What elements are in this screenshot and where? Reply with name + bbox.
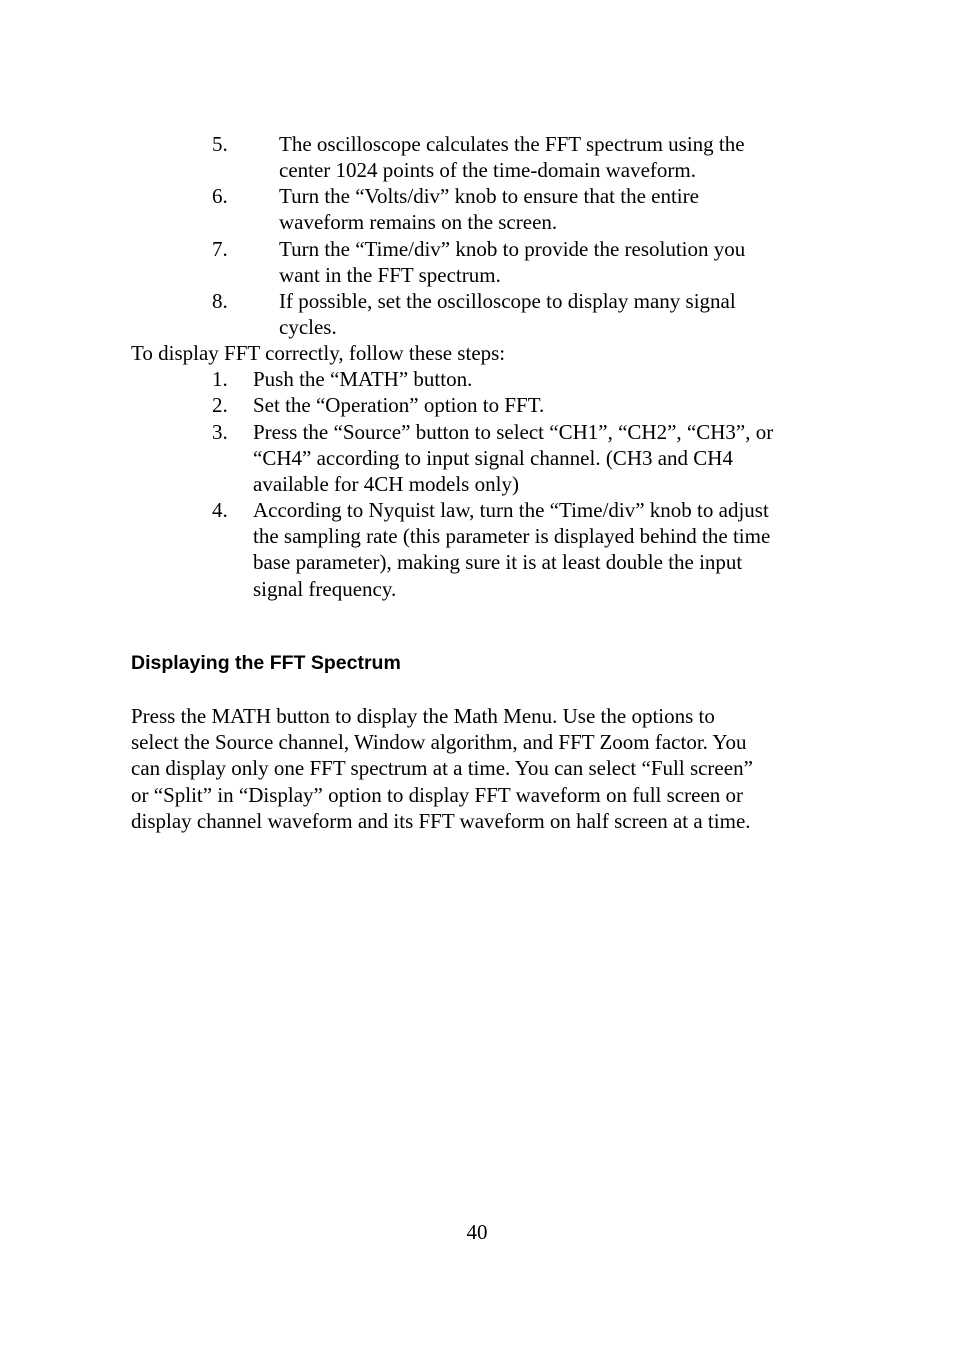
paragraph-line: display channel waveform and its FFT waveform on half screen at a time. [131,808,751,833]
step-line: available for 4CH models only) [253,472,519,497]
step-text [279,131,819,183]
step-text [253,419,825,498]
step-line: Turn the “Volts/div” knob to ensure that the entire [279,184,699,208]
step-text [279,288,819,340]
step-line: Push the “MATH” button. [253,367,473,391]
page-number: 40 [466,1220,488,1244]
paragraph-line: select the Source channel, Window algorithm, and FFT Zoom factor. You [131,730,747,755]
paragraph-line: can display only one FFT spectrum at a time. You can select “Full screen” [131,756,753,781]
step-text [279,236,819,288]
step-line: Set the “Operation” option to FFT. [253,393,545,417]
step-line: “CH4” according to input signal channel. (CH3 and CH4 [253,446,733,471]
step-number: 7. [212,237,228,261]
step-line: the sampling rate (this parameter is displayed behind the time [253,524,771,549]
step-number: 3. [212,420,228,444]
step-line: signal frequency. [253,576,397,601]
step-line: If possible, set the oscilloscope to display many signal [279,289,736,313]
step-number: 5. [212,132,228,156]
step-line: want in the FFT spectrum. [279,263,501,288]
step-line: center 1024 points of the time-domain waveform. [279,158,696,183]
step-line: cycles. [279,315,337,340]
step-text [253,366,825,392]
step-number: 2. [212,393,228,417]
step-text [279,183,819,235]
step-number: 4. [212,498,228,522]
step-number: 6. [212,184,228,208]
step-line: waveform remains on the screen. [279,210,558,235]
body-paragraph [131,703,831,834]
paragraph-line: Press the MATH button to display the Math Menu. Use the options to [131,704,715,728]
intro-text: To display FFT correctly, follow these steps: [131,341,506,365]
step-number: 8. [212,289,228,313]
section-heading: Displaying the FFT Spectrum [131,652,401,674]
step-line: Press the “Source” button to select “CH1”, “CH2”, “CH3”, or [253,420,774,444]
step-number: 1. [212,367,228,391]
paragraph-line: or “Split” in “Display” option to display FFT waveform on full screen or [131,782,744,807]
step-text [253,497,825,602]
step-line: Turn the “Time/div” knob to provide the resolution you [279,237,746,261]
step-line: The oscilloscope calculates the FFT spectrum using the [279,132,745,156]
step-line: According to Nyquist law, turn the “Time/div” knob to adjust [253,498,769,522]
step-text [253,392,825,418]
step-line: base parameter), making sure it is at least double the input [253,550,743,575]
